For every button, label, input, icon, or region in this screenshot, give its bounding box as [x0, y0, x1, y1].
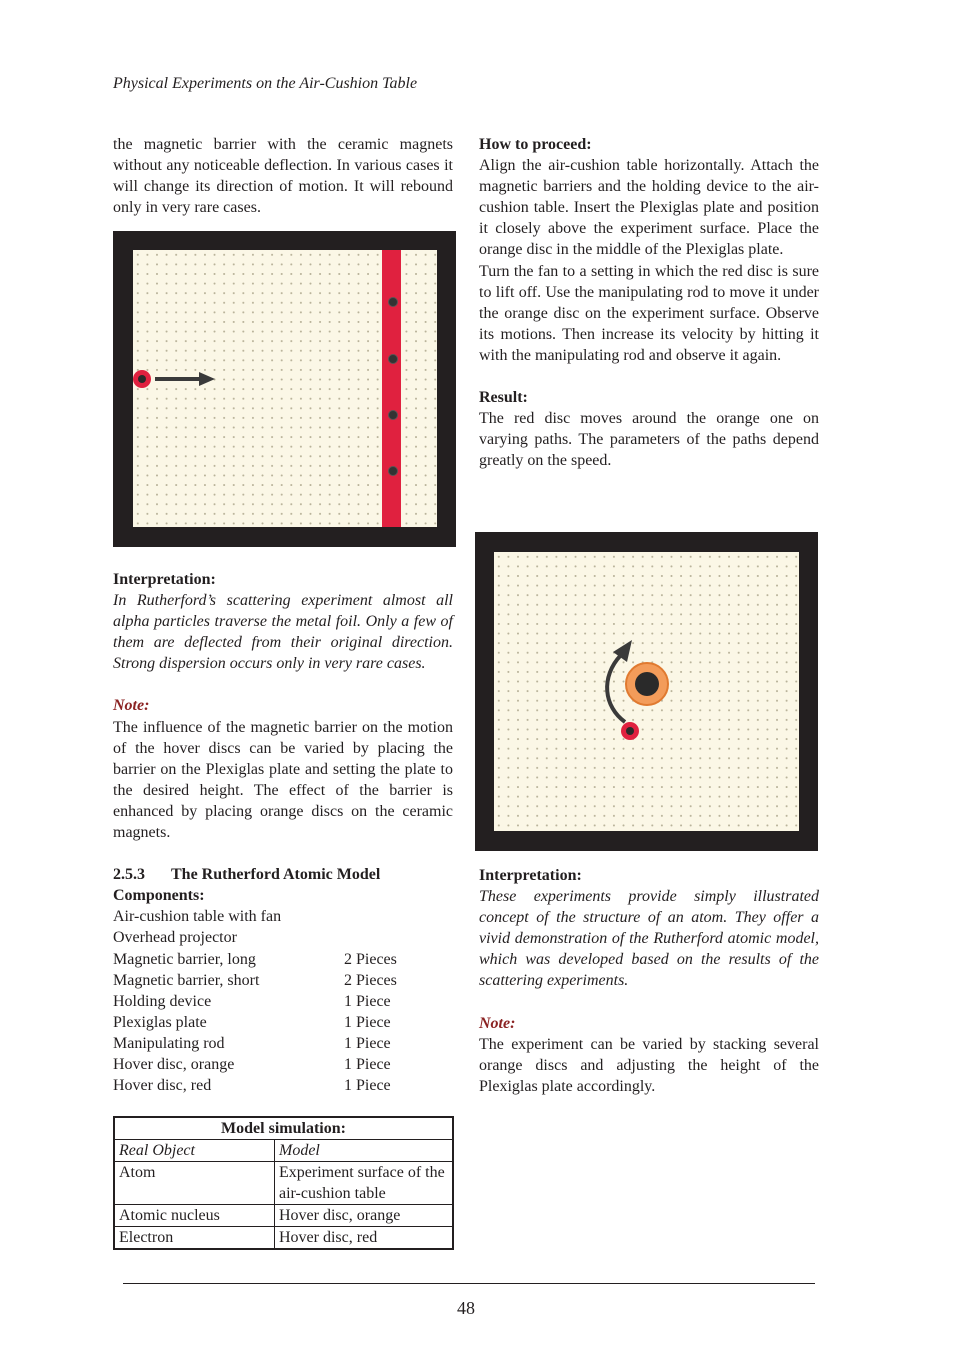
components-list — [113, 906, 453, 1096]
table-row — [114, 1205, 453, 1227]
result-heading: Result: — [479, 389, 528, 407]
component-row — [113, 1033, 453, 1054]
component-row — [113, 949, 453, 970]
proceed-text-1: Align the air-cushion table horizontally. Attach the magnetic barriers and the holding device to the air-cushion table. Insert the Plexiglas plate and position it closely above the experiment surface. Place the orange disc in the middle of the Plexiglas plate. — [479, 157, 819, 259]
component-quantity: 2 Pieces — [344, 971, 397, 989]
component-name: Magnetic barrier, short — [113, 971, 260, 989]
table-cell: Atomic nucleus — [114, 1205, 275, 1227]
model-simulation-table — [113, 1116, 454, 1250]
running-head: Physical Experiments on the Air-Cushion Table — [113, 75, 418, 92]
component-name: Plexiglas plate — [113, 1013, 207, 1031]
component-row — [113, 1054, 453, 1075]
component-name: Overhead projector — [113, 929, 237, 947]
component-name: Hover disc, red — [113, 1077, 212, 1095]
note-text: The experiment can be varied by stacking several orange discs and adjusting the height of the Plexiglas plate accordingly. — [479, 1035, 819, 1095]
proceed-heading: How to proceed: — [479, 136, 592, 153]
table-cell: Atom — [114, 1162, 275, 1205]
figure-magnetic-barrier — [113, 231, 456, 547]
experiment-surface — [494, 552, 799, 831]
note-text: The influence of the magnetic barrier on the motion of the hover discs can be varied by placing the barrier on the Plexiglas plate and setting the plate to the desired height. The effect of the barrier is enhanced by placing orange discs on the ceramic magnets. — [113, 718, 453, 842]
table-caption: Model simulation: — [114, 1117, 453, 1140]
experiment-surface — [133, 250, 437, 527]
interpretation-text: In Rutherford’s scattering experiment almost all alpha particles traverse the metal foil. Only a few of them are deflected from their original direction. Strong dispersion occurs only in very rare cases. — [113, 592, 453, 673]
component-quantity: 1 Piece — [344, 1013, 391, 1031]
note-heading: Note: — [479, 1014, 516, 1032]
figure-atomic-model — [475, 532, 818, 851]
component-quantity: 1 Piece — [344, 1055, 391, 1073]
component-quantity: 1 Piece — [344, 992, 391, 1010]
interpretation-heading: Interpretation: — [113, 571, 216, 588]
table-cell: Hover disc, orange — [275, 1205, 454, 1227]
component-name: Manipulating rod — [113, 1034, 225, 1052]
table-cell: Electron — [114, 1227, 275, 1250]
section-heading — [113, 864, 453, 885]
curved-arrow-icon — [494, 552, 799, 831]
table-header-cell: Real Object — [114, 1140, 275, 1162]
component-row — [113, 991, 453, 1012]
table-row — [114, 1227, 453, 1250]
table-row — [114, 1162, 453, 1205]
footer-rule — [123, 1283, 815, 1284]
right-column — [479, 134, 819, 471]
intro-paragraph: the magnetic barrier with the ceramic magnets without any noticeable deflection. In various cases it will change its direction of motion. It will rebound only in very rare cases. — [113, 136, 453, 217]
component-row — [113, 1075, 453, 1096]
note-heading: Note: — [113, 697, 150, 715]
component-quantity: 2 Pieces — [344, 950, 397, 968]
component-quantity: 1 Piece — [344, 1077, 391, 1095]
table-cell: Experiment surface of the air-cushion table — [275, 1162, 454, 1205]
component-row — [113, 970, 453, 991]
table-header-cell: Model — [275, 1140, 454, 1162]
section-title: The Rutherford Atomic Model — [171, 866, 381, 884]
proceed-text-2: Turn the fan to a setting in which the red disc is sure to lift off. Use the manipulating rod to move it under the orange disc on the experiment surface. Observe its motions. Then increase its velocity by hitting it with the manipulating rod and observe it again. — [479, 262, 819, 364]
section-number: 2.5.3 — [113, 866, 145, 884]
page-number: 48 — [457, 1298, 475, 1318]
component-row — [113, 927, 453, 948]
component-name: Hover disc, orange — [113, 1055, 235, 1073]
component-name: Holding device — [113, 992, 212, 1010]
interpretation-text: These experiments provide simply illustrated concept of the structure of an atom. They offer a vivid demonstration of the Rutherford atomic model, which was developed based on the results of the scattering experiments. — [479, 888, 819, 990]
interpretation-heading: Interpretation: — [479, 867, 582, 884]
right-column-lower — [479, 865, 819, 1097]
table-header-row — [114, 1140, 453, 1162]
component-row — [113, 906, 453, 927]
motion-arrow-icon — [133, 250, 437, 527]
result-text: The red disc moves around the orange one on varying paths. The parameters of the paths depend greatly on the speed. — [479, 410, 819, 470]
table-cell: Hover disc, red — [275, 1227, 454, 1250]
component-quantity: 1 Piece — [344, 1034, 391, 1052]
left-column-lower — [113, 569, 453, 1096]
left-column — [113, 134, 453, 218]
component-name: Air-cushion table with fan — [113, 908, 282, 926]
component-name: Magnetic barrier, long — [113, 950, 256, 968]
component-row — [113, 1012, 453, 1033]
components-heading: Components: — [113, 887, 205, 905]
